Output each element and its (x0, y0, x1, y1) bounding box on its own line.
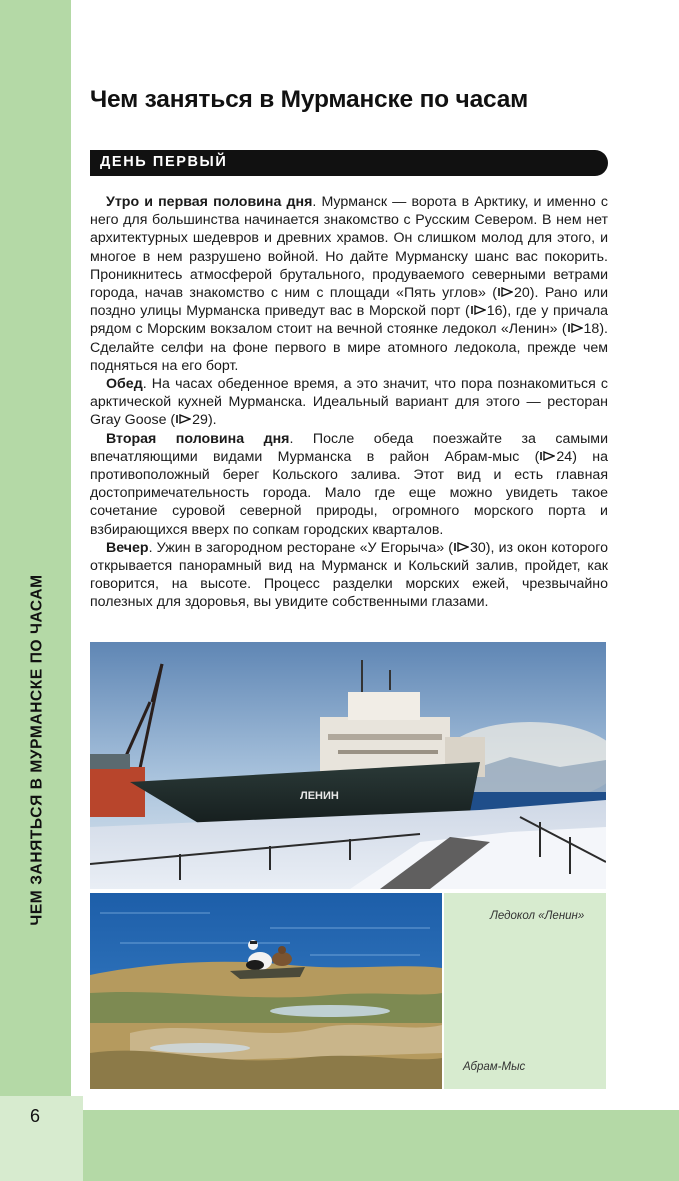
caption-icebreaker: Ледокол «Ленин» (490, 910, 585, 922)
paragraph-afternoon: Вторая половина дня. После обеда поезжайте за самыми впечатляющими видами Мурманска в район Абрам-мыс ( 24) на противоположный берег Кольского залива. Этот вид и есть главная достопримечательность города. Мало где еще можно увидеть такое сочетание суровой северной природы, огромного морского порта и взбирающихся вверх по сопкам городских кварталов. (90, 430, 608, 538)
paragraph-evening: Вечер. Ужин в загородном ресторане «У Егорыча» ( 30), из окон которого открывается панорамный вид на Мурманск и Кольский залив, пройдет, как говорится, на высоте. Процесс разделки морских ежей, чрезвычайно полезных для здоровья, вы увидите собственными глазами. (90, 539, 608, 611)
caption-abram-mys: Абрам-Мыс (463, 1061, 526, 1073)
page-ref-arrow-icon (176, 414, 191, 424)
caption-box (444, 893, 606, 1089)
paragraph-heading: Утро и первая половина дня (106, 194, 313, 210)
paragraph-heading: Вечер (106, 539, 149, 556)
paragraph-heading: Вторая половина дня (106, 430, 290, 447)
page-ref-arrow-icon (498, 287, 513, 297)
page-number: 6 (29, 1106, 40, 1126)
section-header (90, 150, 608, 176)
article-body (90, 193, 608, 612)
paragraph-morning: Утро и первая половина дня. Мурманск — ворота в Арктику, и именно с него для большинства начинается знакомство с Русским Севером. В нем нет архитектурных шедевров и древних храмов. Он слишком молод для этого, и многое в нем разрушено войной. Но дайте Мурманску шанс вас покорить. Проникнитесь атмосферой брутального, продуваемого северными ветрами города, начав знакомство с ним с площади «Пять углов» ( 20). Рано или поздно улицы Мурманска приведут вас в Морской порт ( 16), где у причала рядом с Морским вокзалом стоит на вечной стоянке ледокол «Ленин» ( 18). Сделайте селфи на фоне первого в мире атомного ледокола, прежде чем подняться на его борт. (90, 194, 608, 374)
photo-icebreaker-lenin (90, 642, 606, 889)
page-title: Чем заняться в Мурманске по часам (90, 86, 529, 113)
paragraph-heading: Обед (106, 376, 143, 393)
side-running-title: ЧЕМ ЗАНЯТЬСЯ В МУРМАНСКЕ ПО ЧАСАМ (29, 574, 46, 926)
page-ref-arrow-icon (540, 451, 555, 461)
section-header-label: ДЕНЬ ПЕРВЫЙ (100, 154, 228, 170)
paragraph-lunch: Обед. На часах обеденное время, а это значит, что пора познакомиться с арктической кухней Мурманска. Идеальный вариант для этого — ресторан Gray Goose ( 29). (90, 376, 608, 429)
bottom-band (83, 1110, 679, 1181)
page-ref-arrow-icon (471, 305, 486, 315)
page-ref-arrow-icon (454, 542, 469, 552)
ship-name-label: ЛЕНИН (300, 790, 339, 802)
page-ref-arrow-icon (568, 323, 583, 333)
photo-abram-mys (90, 893, 442, 1089)
